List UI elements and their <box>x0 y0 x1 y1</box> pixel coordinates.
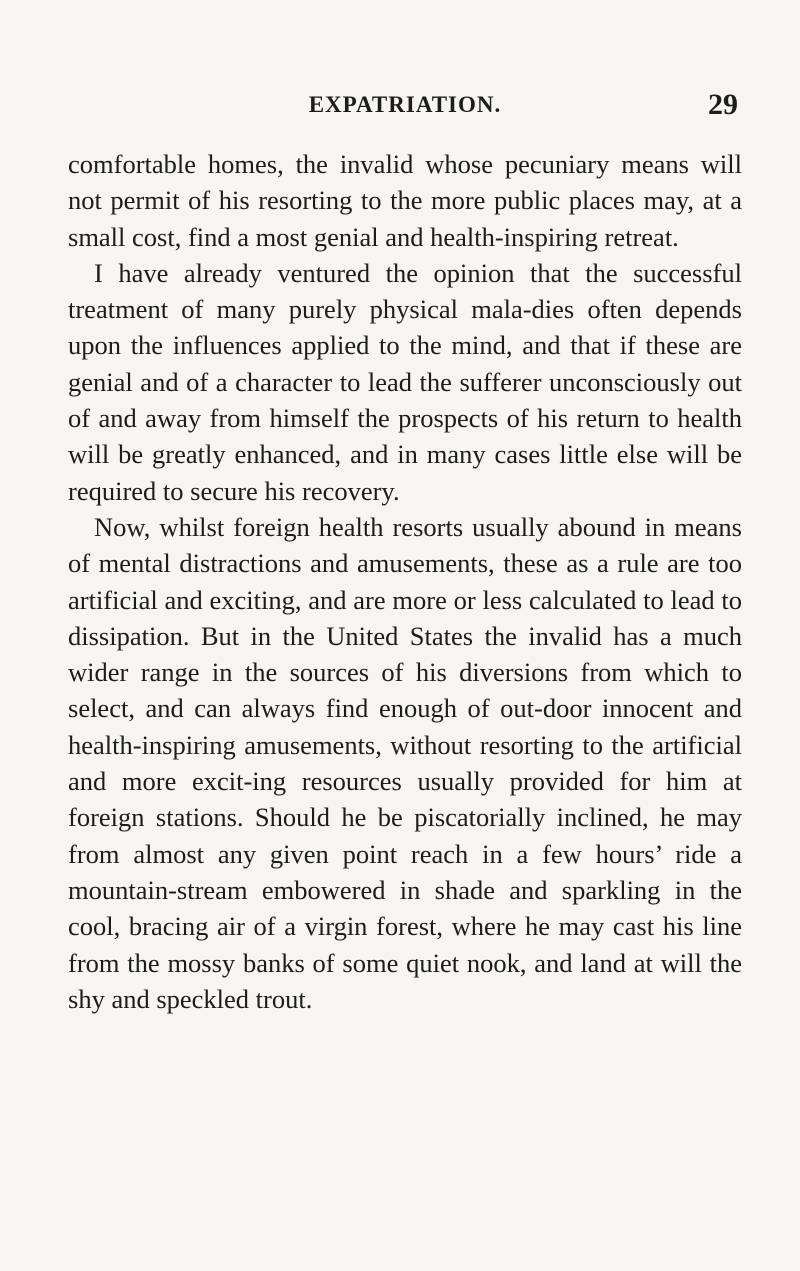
body-text <box>68 146 742 1017</box>
page-number: 29 <box>708 88 738 121</box>
page-header <box>68 88 742 128</box>
paragraph-diversions: Now, whilst foreign health resorts usually abound in means of mental distractions and amusements, these as a rule are too artificial and exciting, and are more or less calculated to lead to dissipation. But in the United States the invalid has a much wider range in the sources of his diversions from which to select, and can always find enough of out-door innocent and health-inspiring amusements, without resorting to the artificial and more excit-ing resources usually provided for him at foreign stations. Should he be piscatorially inclined, he may from almost any given point reach in a few hours’ ride a mountain-stream embowered in shade and sparkling in the cool, bracing air of a virgin forest, where he may cast his line from the mossy banks of some quiet nook, and land at will the shy and speckled trout. <box>68 511 742 1014</box>
running-head: EXPATRIATION. <box>308 92 502 117</box>
paragraph-opinion: I have already ventured the opinion that the successful treatment of many purely physical mala-dies often depends upon the influences applied to the mind, and that if these are genial and of a character to lead the sufferer unconsciously out of and away from himself the prospects of his return to health will be greatly enhanced, and in many cases little else will be required to secure his recovery. <box>68 257 742 506</box>
paragraph-continued: comfortable homes, the invalid whose pecuniary means will not permit of his resorting to the more public places may, at a small cost, find a most genial and health-inspiring retreat. <box>68 149 742 252</box>
